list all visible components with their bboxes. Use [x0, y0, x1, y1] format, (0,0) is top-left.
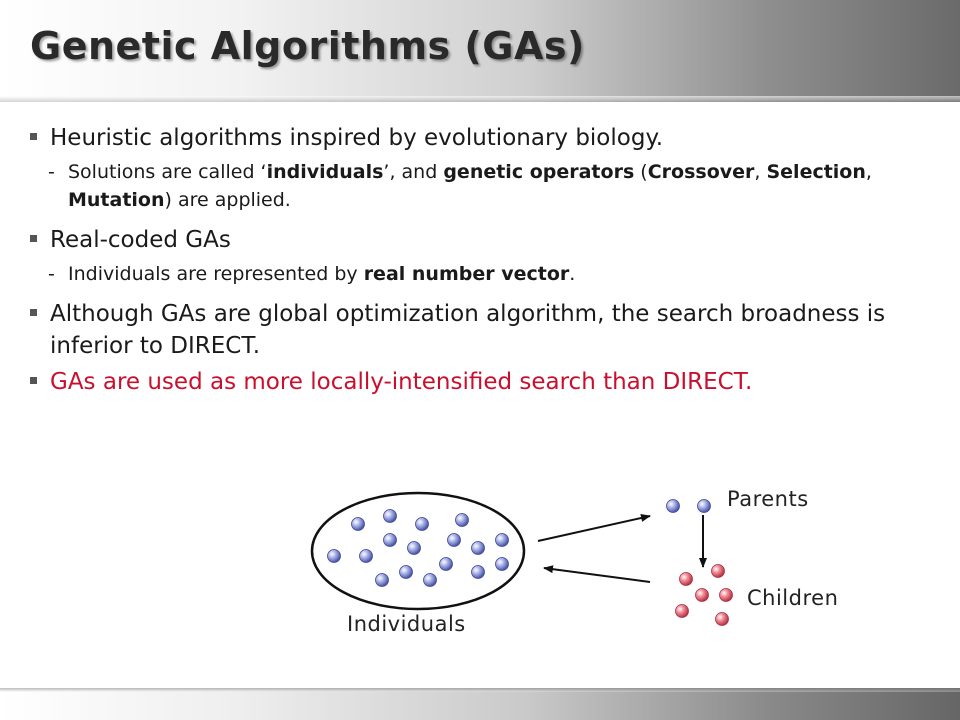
- bullet-text: GAs are used as more locally-intensified search than DIRECT.: [50, 369, 753, 395]
- individual-dot: [416, 518, 429, 531]
- parent-dot: [698, 500, 711, 513]
- individual-dot: [408, 542, 421, 555]
- child-dot: [676, 605, 689, 618]
- child-dot: [696, 589, 709, 602]
- population-ellipse: [312, 493, 524, 609]
- arrow-children-to-population: [544, 568, 650, 582]
- individual-dots: [328, 510, 509, 587]
- footer-bar: [0, 688, 960, 720]
- bullet-real-coded: [30, 224, 930, 256]
- individual-dot: [328, 550, 341, 563]
- child-dot: [716, 613, 729, 626]
- individual-dot: [400, 566, 413, 579]
- child-dot: [680, 573, 693, 586]
- bullet-text: Heuristic algorithms inspired by evolutionary biology.: [50, 125, 664, 151]
- sub-bullet-text: Solutions are called ‘individuals’, and genetic operators (Crossover, Selection, Mutation) are applied.: [68, 161, 872, 211]
- children-label: Children: [747, 586, 839, 610]
- dash-marker: -: [48, 263, 55, 285]
- individual-dot: [440, 558, 453, 571]
- square-bullet-icon: [30, 377, 37, 384]
- slide-title: Genetic Algorithms (GAs): [30, 24, 585, 68]
- individual-dot: [424, 574, 437, 587]
- sub-bullet-individuals: [48, 158, 930, 214]
- bullet-global-optimization: [30, 298, 930, 362]
- square-bullet-icon: [30, 309, 37, 316]
- individual-dot: [472, 542, 485, 555]
- individual-dot: [472, 566, 485, 579]
- children-dots: [676, 565, 733, 626]
- square-bullet-icon: [30, 133, 37, 140]
- bullet-heuristic: [30, 122, 930, 154]
- sub-bullet-text: Individuals are represented by real number vector.: [68, 263, 576, 285]
- child-dot: [712, 565, 725, 578]
- individual-dot: [352, 518, 365, 531]
- bullet-text: Real-coded GAs: [50, 227, 231, 253]
- individuals-label: Individuals: [347, 612, 466, 636]
- parent-dots: [667, 500, 711, 513]
- individual-dot: [456, 514, 469, 527]
- individual-dot: [384, 534, 397, 547]
- individual-dot: [384, 510, 397, 523]
- slide-content: [30, 122, 930, 402]
- dash-marker: -: [48, 161, 55, 183]
- arrow-to-parents: [538, 516, 650, 541]
- individual-dot: [448, 534, 461, 547]
- bullet-local-search: [30, 366, 930, 398]
- title-bar: [0, 0, 960, 102]
- individual-dot: [496, 558, 509, 571]
- parent-dot: [667, 500, 680, 513]
- individual-dot: [376, 574, 389, 587]
- parents-label: Parents: [727, 487, 809, 511]
- bullet-text: Although GAs are global optimization algorithm, the search broadness is inferior to DIRECT.: [50, 301, 886, 359]
- square-bullet-icon: [30, 235, 37, 242]
- individual-dot: [360, 550, 373, 563]
- individual-dot: [496, 534, 509, 547]
- child-dot: [720, 589, 733, 602]
- sub-bullet-vector: [48, 260, 930, 288]
